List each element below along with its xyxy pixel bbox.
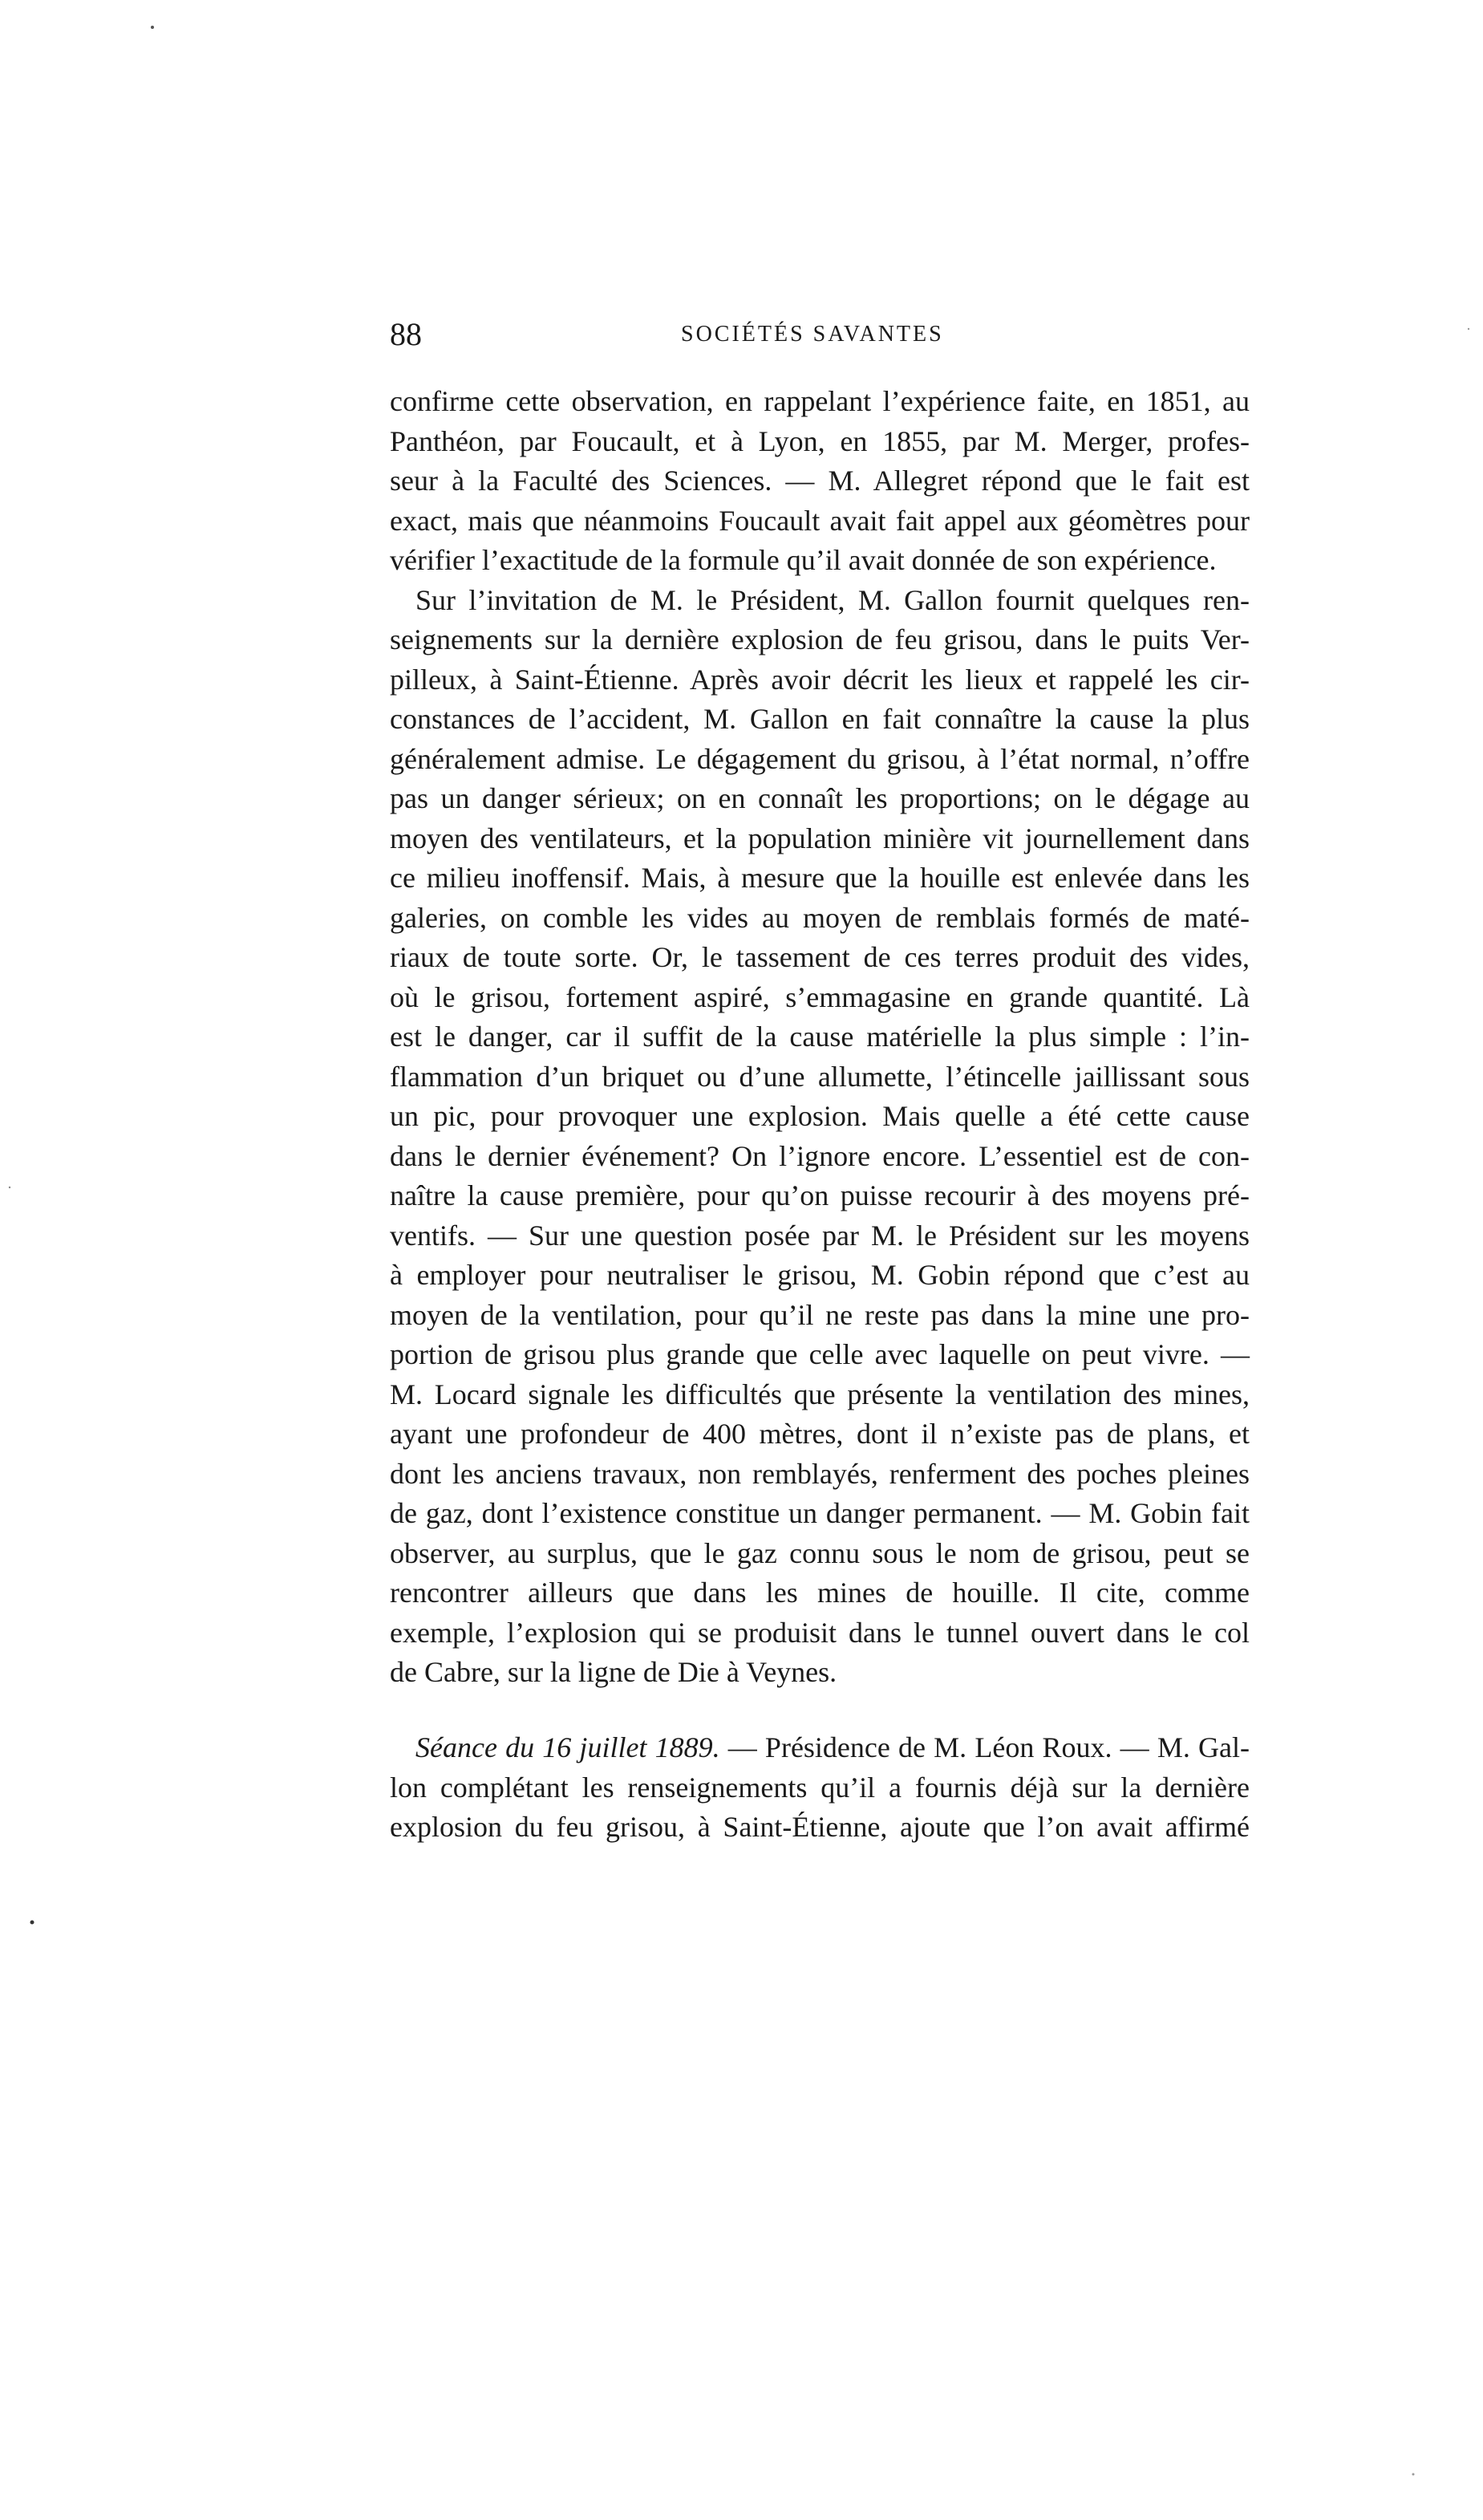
running-title: SOCIÉTÉS SAVANTES — [681, 322, 944, 347]
page-number: 88 — [390, 316, 422, 352]
text-line: Panthéon, par Foucault, et à Lyon, en 1855, par M. Merger, profes- — [390, 424, 1250, 457]
text-line: généralement admise. Le dégagement du grisou, à l’état normal, n’offre — [390, 742, 1250, 775]
text-line: explosion du feu grisou, à Saint-Étienne, ajoute que l’on avait affirmé — [390, 1811, 1250, 1843]
text-line: ventifs. — Sur une question posée par M. le Président sur les moyens — [390, 1219, 1250, 1252]
speck — [151, 26, 154, 29]
text-line: pas un danger sérieux; on en connaît les proportions; on le dégage au — [390, 782, 1250, 814]
text-line: un pic, pour provoquer une explosion. Mais quelle a été cette cause — [390, 1100, 1250, 1132]
text-line: galeries, on comble les vides au moyen de remblais formés de maté- — [390, 901, 1250, 934]
text-line: exact, mais que néanmoins Foucault avait fait appel aux géomètres pour — [390, 504, 1250, 537]
text-line: observer, au surplus, que le gaz connu sous le nom de grisou, peut se — [390, 1536, 1250, 1569]
speck — [1468, 328, 1469, 330]
text-line: ayant une profondeur de 400 mètres, dont il n’existe pas de plans, et — [390, 1418, 1250, 1450]
text-line: rencontrer ailleurs que dans les mines de houille. Il cite, comme — [390, 1577, 1250, 1609]
text-line: est le danger, car il suffit de la cause matérielle la plus simple : l’in- — [390, 1021, 1250, 1053]
text-line: Sur l’invitation de M. le Président, M. Gallon fournit quelques ren- — [415, 583, 1250, 616]
text-line: lon complétant les renseignements qu’il a fournis déjà sur la dernière — [390, 1771, 1250, 1804]
text-line: pilleux, à Saint-Étienne. Après avoir décrit les lieux et rappelé les cir- — [390, 663, 1250, 696]
speck — [1412, 2473, 1415, 2476]
text-line: portion de grisou plus grande que celle avec laquelle on peut vivre. — — [390, 1338, 1250, 1370]
text-line: naître la cause première, pour qu’on puisse recourir à des moyens pré- — [390, 1179, 1250, 1211]
paragraph-continuation — [390, 382, 1250, 581]
text-line — [390, 1728, 1250, 1768]
session-date: Séance du 16 juillet 1889. — [415, 1731, 720, 1763]
text-line: flammation d’un briquet ou d’une allumette, l’étincelle jaillissant sous — [390, 1060, 1250, 1093]
text-line: où le grisou, fortement aspiré, s’emmagasine en grande quantité. Là — [390, 980, 1250, 1013]
text-block-main — [390, 382, 1250, 1693]
text-line: riaux de toute sorte. Or, le tassement de ces terres produit des vides, — [390, 941, 1250, 973]
running-head — [390, 314, 961, 355]
text-line: de Cabre, sur la ligne de Die à Veynes. — [390, 1656, 837, 1688]
text-line: à employer pour neutraliser le grisou, M. Gobin répond que c’est au — [390, 1259, 1250, 1291]
text-line: constances de l’accident, M. Gallon en fait connaître la cause la plus — [390, 703, 1250, 735]
text-line: dont les anciens travaux, non remblayés, renferment des poches pleines — [390, 1457, 1250, 1490]
session-presidency: — Présidence de M. Léon Roux. — M. Gal- — [719, 1731, 1250, 1763]
text-line: moyen des ventilateurs, et la population minière vit journellement dans — [390, 822, 1250, 854]
paragraph-grisou-report — [390, 581, 1250, 1693]
speck — [9, 1187, 10, 1188]
text-line: confirme cette observation, en rappelant l’expérience faite, en 1851, au — [390, 385, 1250, 417]
text-block-session — [390, 1728, 1250, 1848]
text-line: exemple, l’explosion qui se produisit dans le tunnel ouvert dans le col — [390, 1616, 1250, 1649]
paragraph-session-entry — [390, 1728, 1250, 1848]
speck — [30, 1921, 34, 1925]
text-line: dans le dernier événement? On l’ignore encore. L’essentiel est de con- — [390, 1139, 1250, 1172]
text-line: seur à la Faculté des Sciences. — M. Allegret répond que le fait est — [390, 465, 1250, 497]
text-line: M. Locard signale les difficultés que présente la ventilation des mines, — [390, 1378, 1250, 1410]
text-line: vérifier l’exactitude de la formule qu’il avait donnée de son expérience. — [390, 544, 1217, 576]
text-line: de gaz, dont l’existence constitue un danger permanent. — M. Gobin fait — [390, 1497, 1250, 1529]
text-line: seignements sur la dernière explosion de feu grisou, dans le puits Ver- — [390, 623, 1250, 655]
text-line: moyen de la ventilation, pour qu’il ne reste pas dans la mine une pro- — [390, 1298, 1250, 1331]
text-line: ce milieu inoffensif. Mais, à mesure que la houille est enlevée dans les — [390, 862, 1250, 894]
